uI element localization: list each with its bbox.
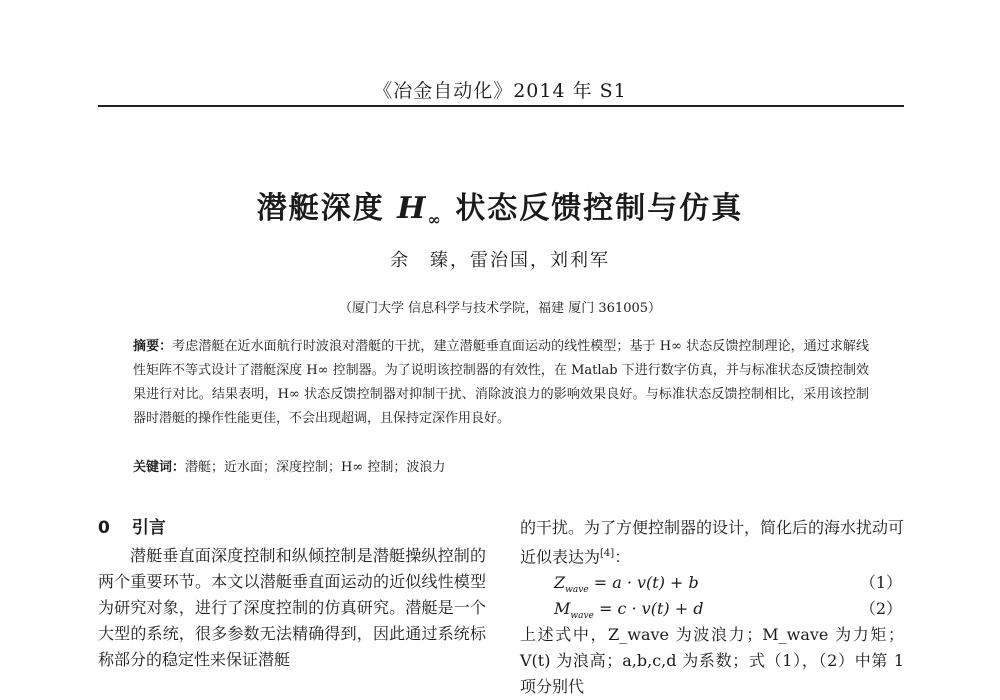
- abstract-text: 考虑潜艇在近水面航行时波浪对潜艇的干扰，建立潜艇垂直面运动的线性模型；基于 H∞ 状态反馈控制理论，通过求解线性矩阵不等式设计了潜艇深度 H∞ 控制器。为了说明该控制器的有效性，在 Matlab 下进行数字仿真，并与标准状态反馈控制效果进行对比。结果表明，H∞ 状态反馈控制器对抑制干扰、消除波浪力的影响效果良好。与标准状态反馈控制相比，采用该控制器时潜艇的操作性能更佳，不会出现超调，且保持定深作用良好。: [133, 339, 869, 426]
- affiliation: （厦门大学 信息科学与技术学院，福建 厦门 361005）: [338, 301, 662, 316]
- section-heading: [98, 515, 486, 541]
- abstract-label: 摘要：: [133, 339, 173, 354]
- section-number: 0: [98, 518, 110, 538]
- equation-1: $Z_{wave} = a \cdot v(t) + b$ （1）: [520, 570, 904, 596]
- authors: 余 臻，雷治国，刘利军: [390, 250, 610, 271]
- journal-header: 《冶金自动化》2014 年 S1: [373, 80, 627, 102]
- title-symbol: $H_\infty$: [397, 191, 443, 229]
- title-prefix: 潜艇深度: [256, 191, 398, 226]
- citation-ref: [4]: [600, 548, 615, 559]
- equation-2: $M_{wave} = c \cdot v(t) + d$ （2）: [520, 596, 904, 622]
- keywords-text: 潜艇；近水面；深度控制；H∞ 控制；波浪力: [185, 460, 446, 475]
- abstract: [133, 335, 869, 431]
- paper-title: [0, 183, 1000, 229]
- keywords: [133, 456, 869, 480]
- equation-number: （1）: [859, 573, 902, 593]
- right-column: [520, 515, 904, 700]
- intro-paragraph: 潜艇垂直面深度控制和纵倾控制是潜艇操纵控制的两个重要环节。本文以潜艇垂直面运动的近似线性模型为研究对象，进行了深度控制的仿真研究。潜艇是一个大型的系统，很多参数无法精确得到，因此通过系统标称部分的稳定性来保证潜艇: [98, 546, 486, 669]
- keywords-label: 关键词：: [133, 460, 186, 475]
- header-rule: [98, 105, 904, 107]
- right-intro: 的干扰。为了方便控制器的设计，简化后的海水扰动可近似表达为[4]：: [520, 518, 905, 567]
- right-after-text: 上述式中，Z_wave 为波浪力；M_wave 为力矩；V(t) 为浪高；a,b,c,d 为系数；式（1），（2）中第 1 项分别代: [520, 625, 904, 697]
- section-title: 引言: [131, 518, 166, 538]
- equation-number: （2）: [859, 599, 902, 619]
- title-suffix: 状态反馈控制与仿真: [442, 191, 744, 226]
- left-column: [98, 515, 486, 673]
